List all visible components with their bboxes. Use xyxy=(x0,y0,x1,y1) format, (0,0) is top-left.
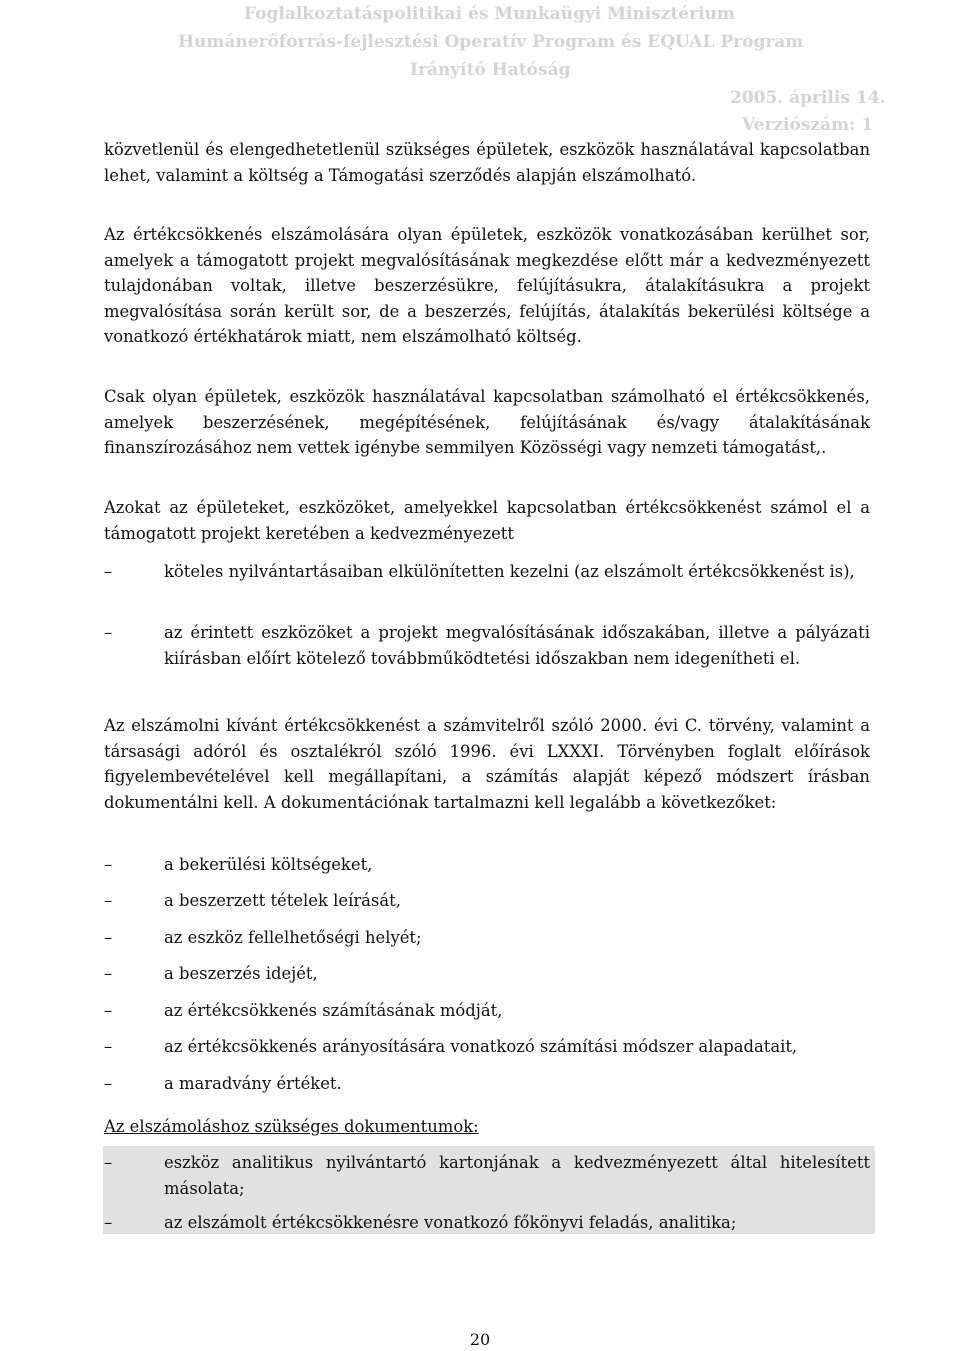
list-item-text: az eszköz fellelhetőségi helyét; xyxy=(164,928,422,947)
list-item-text: a maradvány értéket. xyxy=(164,1074,342,1093)
dash-bullet: – xyxy=(104,1037,113,1056)
list-item-document-1 xyxy=(104,1150,870,1201)
list-item-required-1 xyxy=(104,852,870,878)
list-item-required-7 xyxy=(104,1071,870,1097)
header-authority: Irányító Hatóság xyxy=(410,60,571,80)
list-item-text: az elszámolt értékcsökkenésre vonatkozó főkönyvi feladás, analitika; xyxy=(164,1213,737,1232)
list-item-text: a beszerzés idejét, xyxy=(164,964,318,983)
paragraph-3: Csak olyan épületek, eszközök használatával kapcsolatban számolható el értékcsökkenés, amelyek beszerzésének, megépítésének, felújításának és/vagy átalakításának finanszírozásához nem vettek igénybe semmilyen Közösségi vagy nemzeti támogatást,. xyxy=(104,387,870,457)
header-program: Humánerőforrás-fejlesztési Operatív Program és EQUAL Program xyxy=(178,32,804,52)
dash-bullet: – xyxy=(104,891,113,910)
header-version: Verziószám: 1 xyxy=(742,115,874,135)
list-item-text: a beszerzett tételek leírását, xyxy=(164,891,401,910)
paragraph-5: Az elszámolni kívánt értékcsökkenést a számvitelről szóló 2000. évi C. törvény, valamint a társasági adóról és osztalékról szóló 1996. évi LXXXI. Törvényben foglalt előírások figyelembevételével kell megállapítani, a számítás alapját képező módszert írásban dokumentálni kell. A dokumentációnak tartalmazni kell legalább a következőket: xyxy=(104,716,870,812)
page-number: 20 xyxy=(469,1330,491,1349)
dash-bullet: – xyxy=(104,964,113,983)
list-item-required-2 xyxy=(104,888,870,914)
dash-bullet: – xyxy=(104,562,113,581)
paragraph-4: Azokat az épületeket, eszközöket, amelyekkel kapcsolatban értékcsökkenést számol el a támogatott projekt keretében a kedvezményezett xyxy=(104,498,870,543)
list-item-required-5 xyxy=(104,998,870,1024)
list-item-text: köteles nyilvántartásaiban elkülönítetten kezelni (az elszámolt értékcsökkenést is), xyxy=(164,562,855,581)
list-item-required-6 xyxy=(104,1034,870,1060)
list-item-required-3 xyxy=(104,925,870,951)
list-item-text: az értékcsökkenés arányosítására vonatkozó számítási módszer alapadatait, xyxy=(164,1037,798,1056)
documents-heading: Az elszámoláshoz szükséges dokumentumok: xyxy=(104,1117,479,1136)
list-item-text: az érintett eszközöket a projekt megvalósításának időszakában, illetve a pályázati kiírásban előírt kötelező továbbműködtetési időszakban nem idegenítheti el. xyxy=(164,623,870,668)
paragraph-2: Az értékcsökkenés elszámolására olyan épületek, eszközök vonatkozásában kerülhet sor, amelyek a támogatott projekt megvalósításának megkezdése előtt már a kedvezményezett tulajdonában voltak, illetve beszerzésükre, felújításukra, átalakításukra a projekt megvalósítása során került sor, de a beszerzés, felújítás, átalakítás bekerülési költsége a vonatkozó értékhatárok miatt, nem elszámolható költség. xyxy=(104,225,870,346)
list-item-text: a bekerülési költségeket, xyxy=(164,855,373,874)
list-item-document-2 xyxy=(104,1210,870,1236)
dash-bullet: – xyxy=(104,623,113,642)
dash-bullet: – xyxy=(104,855,113,874)
dash-bullet: – xyxy=(104,928,113,947)
header-ministry: Foglalkoztatáspolitikai és Munkaügyi Minisztérium xyxy=(244,4,735,24)
dash-bullet: – xyxy=(104,1213,113,1232)
dash-bullet: – xyxy=(104,1153,113,1172)
list-item-obligation-1 xyxy=(104,559,870,585)
list-item-text: eszköz analitikus nyilvántartó kartonjának a kedvezményezett által hitelesített másolata; xyxy=(164,1153,870,1198)
paragraph-1: közvetlenül és elengedhetetlenül szükséges épületek, eszközök használatával kapcsolatban lehet, valamint a költség a Támogatási szerződés alapján elszámolható. xyxy=(104,140,870,185)
list-item-text: az értékcsökkenés számításának módját, xyxy=(164,1001,503,1020)
list-item-obligation-2 xyxy=(104,620,870,671)
list-item-required-4 xyxy=(104,961,870,987)
dash-bullet: – xyxy=(104,1074,113,1093)
header-date: 2005. április 14. xyxy=(730,88,886,108)
dash-bullet: – xyxy=(104,1001,113,1020)
